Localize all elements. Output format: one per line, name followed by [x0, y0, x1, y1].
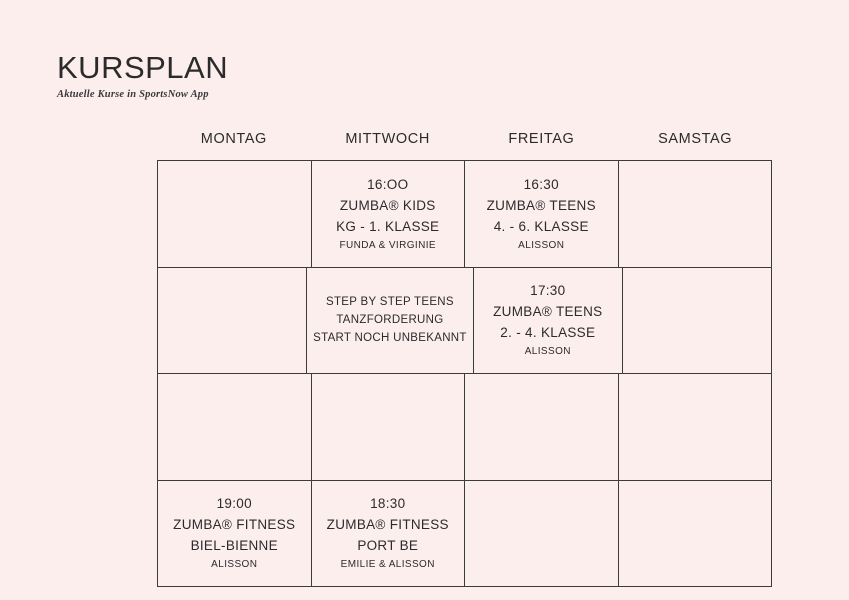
class-entry-line: KG - 1. KLASSE — [336, 218, 440, 234]
class-entry-line: 19:00 — [216, 496, 252, 512]
class-entry-line: STEP BY STEP TEENS — [325, 296, 454, 309]
schedule-cell — [474, 268, 623, 374]
class-entry-line: TANZFORDERUNG — [336, 314, 444, 327]
class-entry-line: 16:30 — [523, 176, 559, 192]
class-entry-line: 17:30 — [530, 283, 566, 299]
class-entry-line: 16:OO — [367, 176, 409, 192]
class-entry-line: BIEL-BIENNE — [190, 538, 278, 554]
class-entry-line: ALISSON — [524, 346, 571, 358]
schedule-cell — [312, 481, 466, 587]
class-entry-line: 18:30 — [370, 496, 406, 512]
schedule-cell — [158, 268, 307, 374]
schedule-row — [158, 161, 771, 268]
class-entry-line: ZUMBA® FITNESS — [173, 517, 296, 533]
schedule-cell — [312, 374, 466, 480]
schedule-cell — [158, 161, 312, 267]
schedule-cell — [465, 481, 619, 587]
class-entry-line: EMILIE & ALISSON — [340, 559, 435, 571]
schedule-cell — [307, 268, 474, 374]
schedule-cell — [619, 161, 772, 267]
page-title: KURSPLAN — [57, 50, 229, 85]
class-entry-line: START NOCH UNBEKANNT — [313, 332, 467, 345]
schedule-cell — [619, 481, 772, 587]
class-entry-line: ALISSON — [211, 559, 258, 571]
class-entry-line: 4. - 6. KLASSE — [493, 218, 589, 234]
schedule-row — [158, 374, 771, 481]
class-entry-line: ZUMBA® FITNESS — [326, 517, 449, 533]
day-header-freitag: FREITAG — [508, 131, 575, 147]
schedule-cell — [158, 374, 312, 480]
class-entry-line: PORT BE — [357, 538, 419, 554]
day-header-row — [157, 131, 772, 147]
schedule-cell — [312, 161, 466, 267]
class-entry-line: 2. - 4. KLASSE — [500, 325, 596, 341]
class-entry-line: ZUMBA® KIDS — [339, 197, 436, 213]
schedule-cell — [619, 374, 772, 480]
schedule-cell — [465, 374, 619, 480]
day-header-montag: MONTAG — [200, 131, 267, 147]
page-header — [57, 52, 228, 100]
day-header-samstag: SAMSTAG — [658, 131, 733, 147]
schedule-row — [158, 268, 771, 375]
schedule-cell — [465, 161, 619, 267]
schedule-cell — [623, 268, 771, 374]
class-entry-line: ZUMBA® TEENS — [493, 304, 603, 320]
day-header-mittwoch: MITTWOCH — [345, 131, 430, 147]
schedule-cell — [158, 481, 312, 587]
class-entry-line: FUNDA & VIRGINIE — [339, 239, 436, 251]
class-entry-line: ZUMBA® TEENS — [486, 197, 596, 213]
schedule-grid — [157, 160, 772, 587]
schedule-row — [158, 481, 771, 587]
page-subtitle: Aktuelle Kurse in SportsNow App — [57, 89, 209, 100]
class-entry-line: ALISSON — [518, 239, 565, 251]
